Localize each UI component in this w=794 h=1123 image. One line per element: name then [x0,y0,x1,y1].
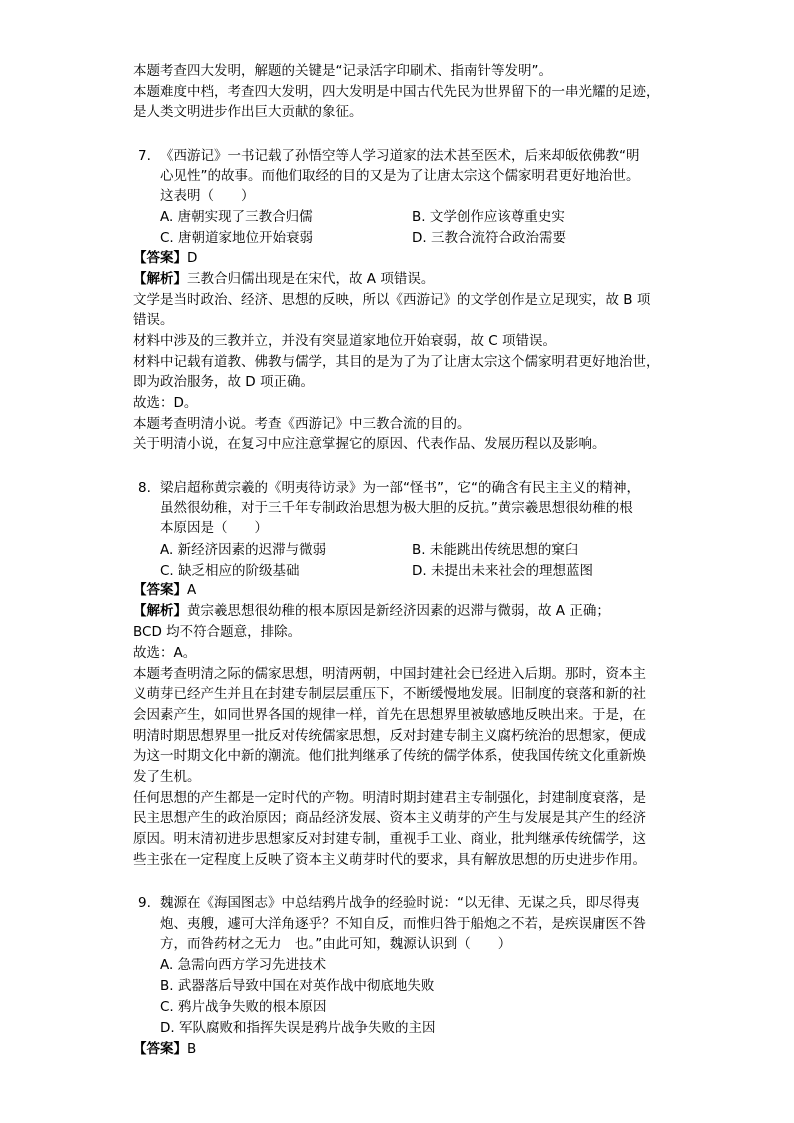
intro-line: 是人类文明进步作出巨大贡献的象征。 [133,104,363,120]
intro-line: 本题考查四大发明，解题的关键是“记录活字印刷术、指南针等发明”。 [133,63,552,79]
answer-value: D [187,250,198,266]
analysis-text: 三教合归儒出现是在宋代，故 A 项错误。 [187,271,435,287]
q7-analysis-line: 即为政治服务，故 D 项正确。 [133,374,314,390]
answer-value: B [187,1041,197,1057]
q7-analysis-line: 本题考查明清小说。考查《西游记》中三教合流的目的。 [133,416,471,432]
q8-analysis-line: 为这一时期文化中新的潮流。他们批判继承了传统的儒学体系，使我国传统文化重新焕 [133,748,646,764]
q8-stem-line: 本原因是（ ） [160,520,268,536]
answer-value: A [187,582,197,598]
q7-stem-line: 心见性”的故事。而他们取经的目的又是为了让唐太宗这个儒家明君更好地治世。 [160,168,640,184]
q7-analysis-line: 材料中涉及的三教并立，并没有突显道家地位开始衰弱，故 C 项错误。 [133,333,557,349]
q8-stem-line: 梁启超称黄宗羲的《明夷待访录》为一部“怪书”，它“的确含有民主主义的精神， [160,480,640,496]
q8-analysis-line: BCD 均不符合题意，排除。 [133,624,302,640]
q9-option-c: C. 鸦片战争失败的根本原因 [160,999,327,1015]
q8-analysis-line: 发了生机。 [133,769,201,785]
q9-stem-line: 方，而咎药材之无力 也。”由此可知，魏源认识到（ ） [160,936,512,952]
q7-stem-line: 《西游记》一书记载了孙悟空等人学习道家的法术甚至医术，后来却皈依佛教“明 [160,148,640,164]
q7-option-a: A. 唐朝实现了三教合归儒 [160,209,313,225]
q8-answer [133,580,663,600]
q7-number: 7. [138,148,151,164]
q8-analysis-line: 些主张在一定程度上反映了资本主义萌芽时代的要求，具有解放思想的历史进步作用。 [133,852,646,868]
q9-option-b: B. 武器落后导致中国在对英作战中彻底地失败 [160,978,435,994]
q9-number: 9. [138,895,151,911]
answer-tag: 【答案】 [133,1041,187,1057]
q7-option-d: D. 三教合流符合政治需要 [412,230,566,246]
q8-analysis-line: 原因。明末清初进步思想家反对封建专制，重视手工业、商业，批判继承传统儒学，这 [133,831,646,847]
q7-analysis-line: 错误。 [133,312,174,328]
q9-option-d: D. 军队腐败和指挥失误是鸦片战争失败的主因 [160,1020,436,1036]
q9-answer [133,1039,663,1059]
analysis-text: 黄宗羲思想很幼稚的根本原因是新经济因素的迟滞与微弱，故 A 正确； [187,603,610,619]
q8-number: 8. [138,480,151,496]
q7-analysis-line: 故选：D。 [133,395,198,411]
q7-analysis-line: 关于明清小说，在复习中应注意掌握它的原因、代表作品、发展历程以及影响。 [133,436,606,452]
q7-stem-line: 这表明（ ） [160,188,255,204]
q8-analysis-line: 会因素产生，如同世界各国的规律一样，首先在思想界里被敏感地反映出来。于是，在 [133,707,646,723]
intro-line: 本题难度中档，考查四大发明，四大发明是中国古代先民为世界留下的一串光耀的足迹， [133,84,660,100]
answer-tag: 【答案】 [133,250,187,266]
q8-analysis-line: 明清时期思想界里一批反对传统儒家思想，反对封建专制主义腐朽统治的思想家，便成 [133,728,646,744]
q7-option-c: C. 唐朝道家地位开始衰弱 [160,230,314,246]
q7-analysis-line: 文学是当时政治、经济、思想的反映，所以《西游记》的文学创作是立足现实，故 B 项 [133,292,651,308]
q7-analysis-line: 材料中记载有道教、佛教与儒学，其目的是为了为了让唐太宗这个儒家明君更好地治世， [133,354,660,370]
q7-option-b: B. 文学创作应该尊重史实 [412,209,565,225]
q9-stem-line: 魏源在《海国图志》中总结鸦片战争的经验时说：“以无律、无谋之兵，即尽得夷 [160,895,640,911]
q7-answer [133,248,663,268]
analysis-tag: 【解析】 [133,603,187,619]
q8-stem-line: 虽然很幼稚，对于三千年专制政治思想为极大胆的反抗。”黄宗羲思想很幼稚的根 [160,500,633,516]
q8-analysis-line: 民主思想产生的政治原因；商品经济发展、资本主义萌芽的产生与发展是其产生的经济 [133,810,646,826]
q8-analysis-line: 任何思想的产生都是一定时代的产物。明清时期封建君主专制强化，封建制度衰落，是 [133,790,646,806]
q8-analysis-line: 故选：A。 [133,645,197,661]
q8-option-c: C. 缺乏相应的阶级基础 [160,563,300,579]
q8-option-d: D. 未提出未来社会的理想蓝图 [412,563,593,579]
answer-tag: 【答案】 [133,582,187,598]
q8-analysis-line: 义萌芽已经产生并且在封建专制层层重压下，不断缓慢地发展。旧制度的衰落和新的社 [133,686,646,702]
q9-stem-line: 炮、夷艘，遽可大洋角逐乎？不知自反，而惟归咎于船炮之不若，是疾误庸医不咎 [160,916,646,932]
q8-analysis [133,601,663,621]
q9-option-a: A. 急需向西方学习先进技术 [160,957,327,973]
q7-analysis [133,269,663,289]
q8-analysis-line: 本题考查明清之际的儒家思想，明清两朝，中国封建社会已经进入后期。那时，资本主 [133,666,646,682]
analysis-tag: 【解析】 [133,271,187,287]
q8-option-a: A. 新经济因素的迟滞与微弱 [160,542,327,558]
q8-option-b: B. 未能跳出传统思想的窠臼 [412,542,579,558]
